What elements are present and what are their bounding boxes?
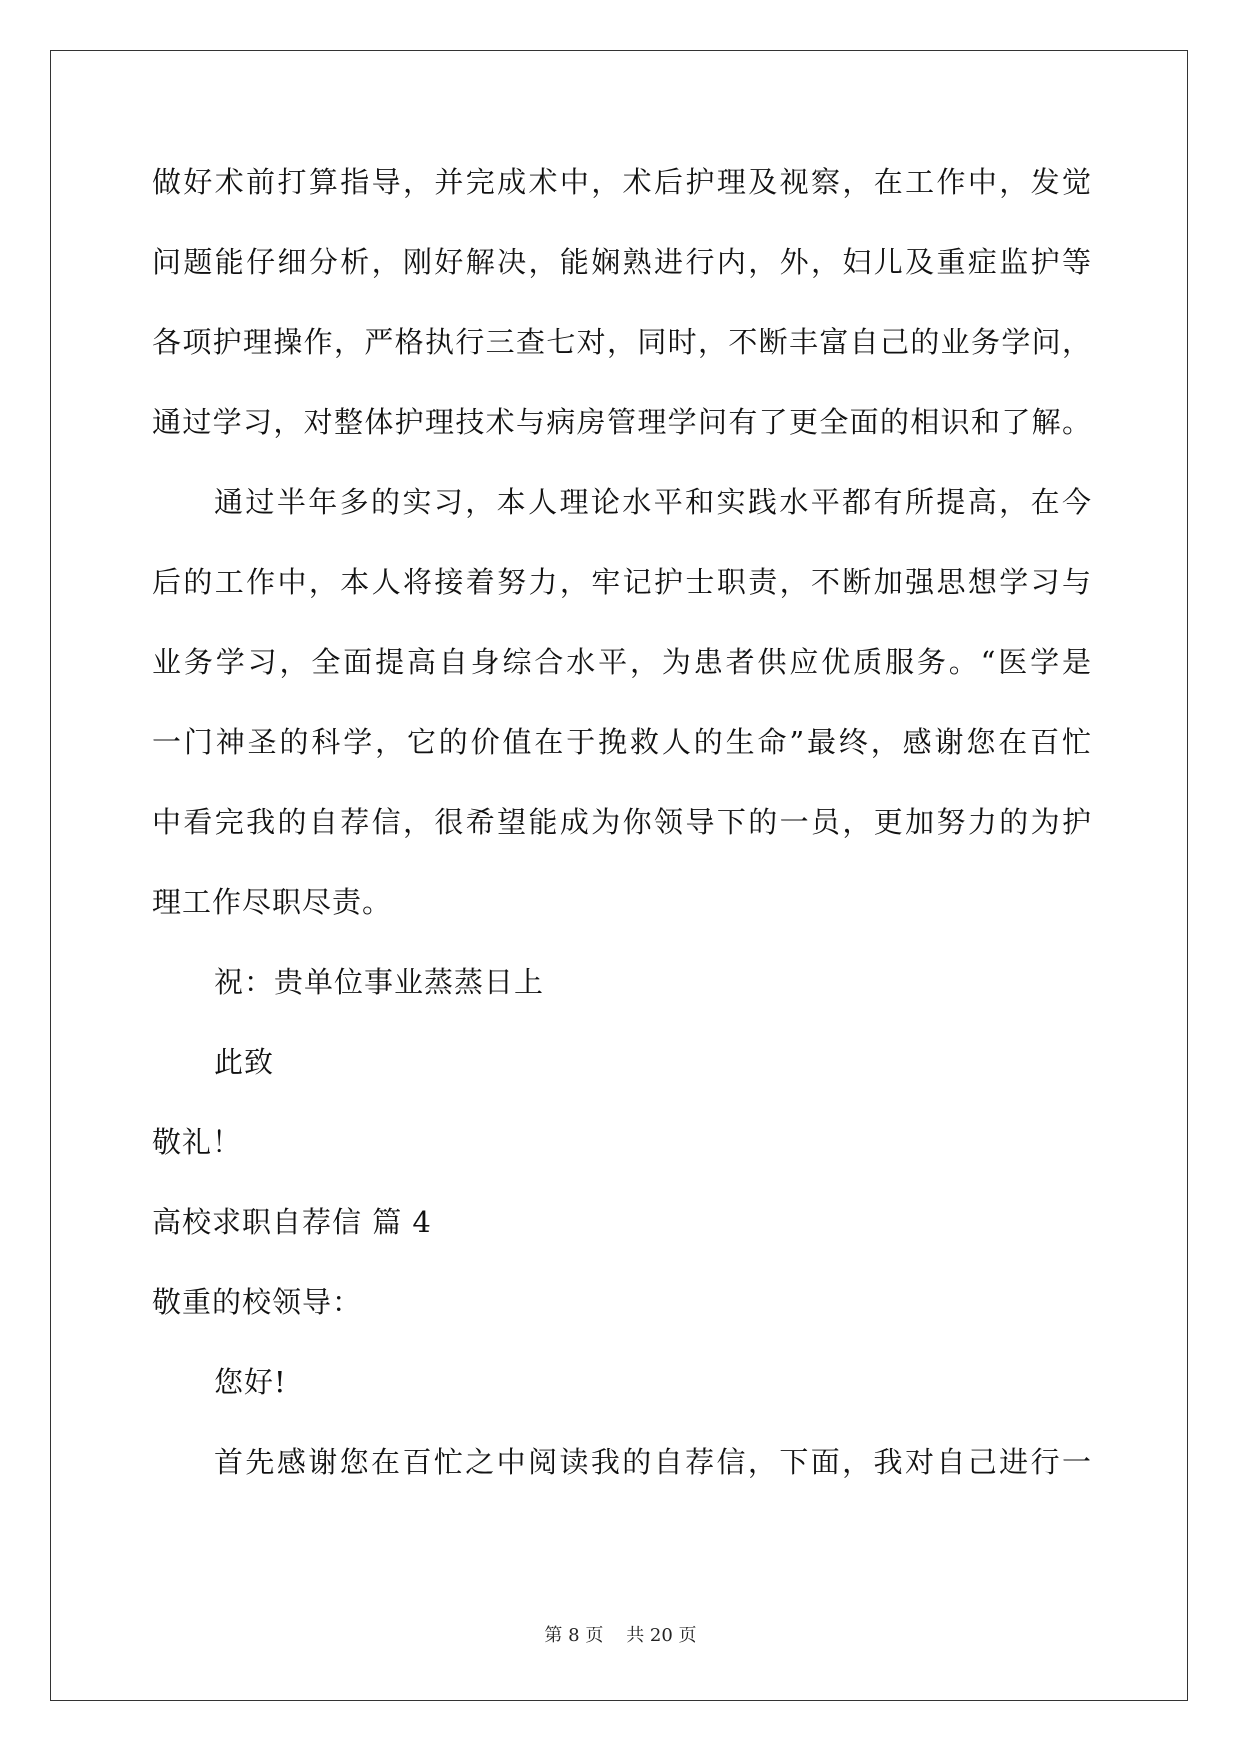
closing-regards: 敬礼！ [152,1125,243,1159]
letter-hello: 您好! [214,1365,287,1399]
text-line: 通过半年多的实习，本人理论水平和实践水平都有所提高，在今 [214,485,1092,519]
text-line: 做好术前打算指导，并完成术中，术后护理及视察，在工作中，发觉 [152,165,1092,199]
text-line: 中看完我的自荐信，很希望能成为你领导下的一员，更加努力的为护 [152,805,1092,839]
text-line: 后的工作中，本人将接着努力，牢记护士职责，不断加强思想学习与 [152,565,1092,599]
closing-wish: 祝：贵单位事业蒸蒸日上 [214,965,545,999]
section-heading: 高校求职自荐信 篇 4 [152,1205,432,1239]
text-line: 理工作尽职尽责。 [152,885,393,919]
text-line: 首先感谢您在百忙之中阅读我的自荐信，下面，我对自己进行一 [214,1445,1092,1479]
text-line: 各项护理操作，严格执行三查七对，同时，不断丰富自己的业务学问， [152,325,1092,359]
text-line: 业务学习，全面提高自身综合水平，为患者供应优质服务。“医学是 [152,645,1092,679]
text-line: 一门神圣的科学，它的价值在于挽救人的生命”最终，感谢您在百忙 [152,725,1092,759]
text-line: 问题能仔细分析，刚好解决，能娴熟进行内，外，妇儿及重症监护等 [152,245,1092,279]
letter-greeting: 敬重的校领导： [152,1285,363,1319]
document-body [152,160,1092,1520]
page-number-footer: 第 8 页 共 20 页 [544,1625,697,1646]
text-line: 通过学习，对整体护理技术与病房管理学问有了更全面的相识和了解。 [152,405,1092,439]
closing-salutation: 此致 [214,1045,275,1079]
